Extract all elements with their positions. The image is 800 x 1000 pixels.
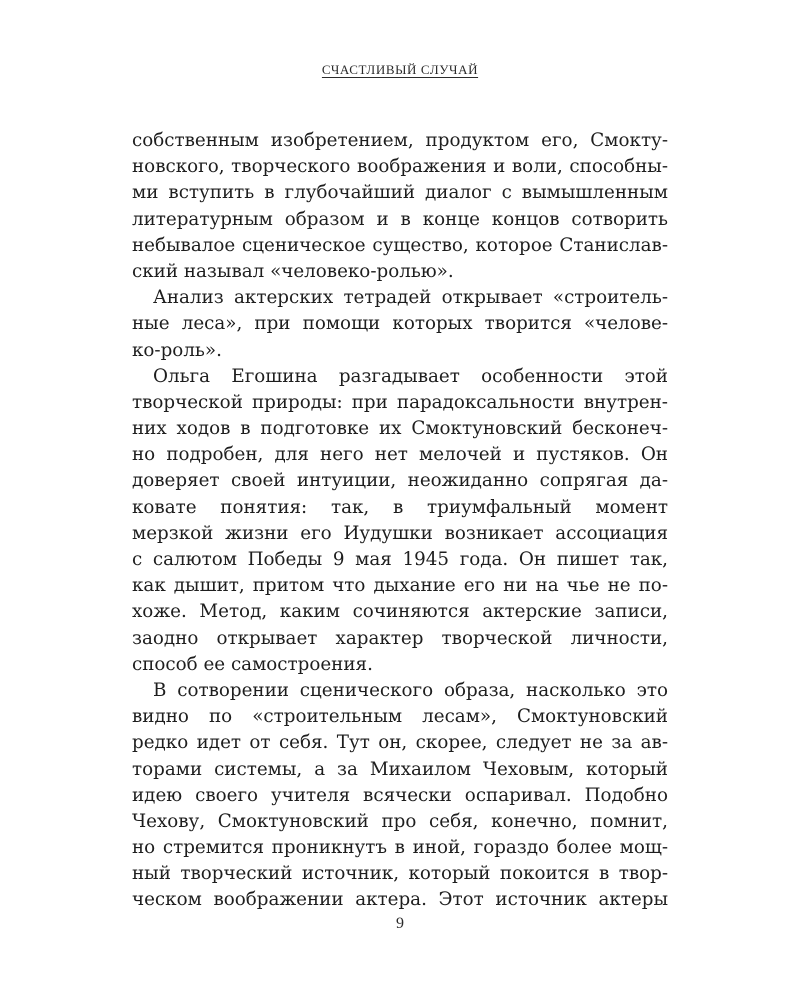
text-line: них ходов в подготовке их Смоктуновский бесконеч-	[132, 418, 668, 440]
text-line: литературным образом и в конце концов сотворить	[132, 208, 668, 230]
text-line: редко идет от себя. Тут он, скорее, следует не за ав-	[132, 732, 668, 754]
text-line: заодно открывает характер творческой личности,	[132, 627, 668, 649]
text-line: хоже. Метод, каким сочиняются актерские записи,	[132, 601, 668, 623]
text-line: ко-роль».	[132, 339, 222, 361]
running-head-title: СЧАСТЛИВЫЙ СЛУЧАЙ	[321, 62, 479, 77]
text-line: ский называл «человеко-ролью».	[132, 260, 454, 282]
text-line: Анализ актерских тетрадей открывает «строитель-	[153, 287, 668, 309]
text-line: ковате понятия: так, в триумфальный момент	[132, 496, 668, 518]
text-line: как дышит, притом что дыхание его ни на чье не по-	[132, 575, 668, 597]
text-line: ческом воображении актера. Этот источник актеры	[132, 889, 668, 911]
text-line: мерзкой жизни его Иудушки возникает ассоциация	[132, 522, 668, 544]
text-line: но подробен, для него нет мелочей и пустяков. Он	[132, 444, 668, 466]
text-line: ные леса», при помощи которых творится «челове-	[132, 313, 668, 335]
text-line: идею своего учителя всячески оспаривал. Подобно	[132, 784, 668, 806]
text-line: с салютом Победы 9 мая 1945 года. Он пишет так,	[132, 549, 668, 570]
text-line: торами системы, а за Михаилом Чеховым, который	[132, 758, 668, 780]
body-text	[132, 128, 668, 914]
text-line: способ ее самостроения.	[132, 653, 373, 675]
page-number: 9	[396, 915, 404, 932]
text-line: но стремится проникнутъ в иной, гораздо более мощ-	[132, 837, 668, 859]
text-line: творческой природы: при парадоксальности внутрен-	[132, 391, 668, 413]
running-head	[0, 62, 800, 78]
text-line: В сотворении сценического образа, насколько это	[153, 679, 668, 701]
text-line: Ольга Егошина разгадывает особенности этой	[153, 365, 668, 387]
text-line: ми вступить в глубочайший диалог с вымышленным	[132, 182, 668, 204]
text-line: Чехову, Смоктуновский про себя, конечно, помнит,	[132, 810, 668, 832]
text-line: собственным изобретением, продуктом его, Смокту-	[132, 130, 668, 151]
text-line: ный творческий источник, который покоится в твор-	[132, 863, 668, 885]
text-line: небывалое сценическое существо, которое Станислав-	[132, 234, 668, 256]
text-line: доверяет своей интуиции, неожиданно сопрягая да-	[132, 470, 668, 492]
text-line: новского, творческого воображения и воли, способны-	[132, 156, 668, 178]
text-line: видно по «строительным лесам», Смоктуновский	[132, 706, 668, 728]
